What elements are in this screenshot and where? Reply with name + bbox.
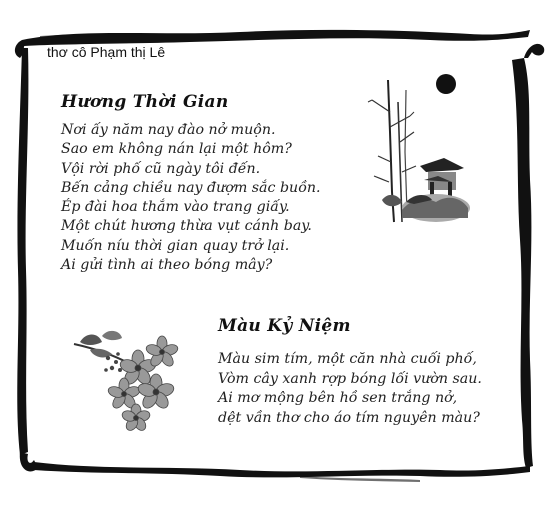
poem-title-huong-thoi-gian: Hương Thời Gian	[61, 92, 229, 112]
poem-line: Muốn níu thời gian quay trở lại.	[61, 237, 290, 254]
poem-body-huong-thoi-gian	[61, 121, 321, 275]
poem-line: Vội rời phố cũ ngày tôi đến.	[61, 160, 261, 177]
poem-line: Màu sim tím, một căn nhà cuối phố,	[218, 351, 477, 367]
poem-line: dệt vần thơ cho áo tím nguyên màu?	[218, 409, 480, 426]
poem-line: Ai gửi tình ai theo bóng mây?	[61, 257, 273, 274]
poem-line: Ai mơ mộng bên hồ sen trắng nở,	[218, 390, 458, 406]
landscape-sketch-icon	[366, 72, 470, 228]
poem-title-mau-ky-niem: Màu Kỷ Niệm	[218, 316, 351, 336]
poem-line: Ép đài hoa thắm vào trang giấy.	[61, 199, 290, 216]
poem-line: Bến cảng chiều nay đượm sắc buồn.	[61, 179, 321, 196]
poem-line: Một chút hương thừa vụt cánh bay.	[61, 218, 312, 235]
author-credit: thơ cô Phạm thị Lê	[47, 44, 166, 60]
poem-body-mau-ky-niem	[218, 350, 482, 428]
flower-branch-icon	[72, 328, 192, 438]
poem-line: Vòm cây xanh rợp bóng lối vườn sau.	[218, 370, 482, 387]
poem-line: Nơi ấy năm nay đào nở muộn.	[61, 122, 276, 138]
poem-line: Sao em không nán lại một hôm?	[61, 141, 292, 158]
